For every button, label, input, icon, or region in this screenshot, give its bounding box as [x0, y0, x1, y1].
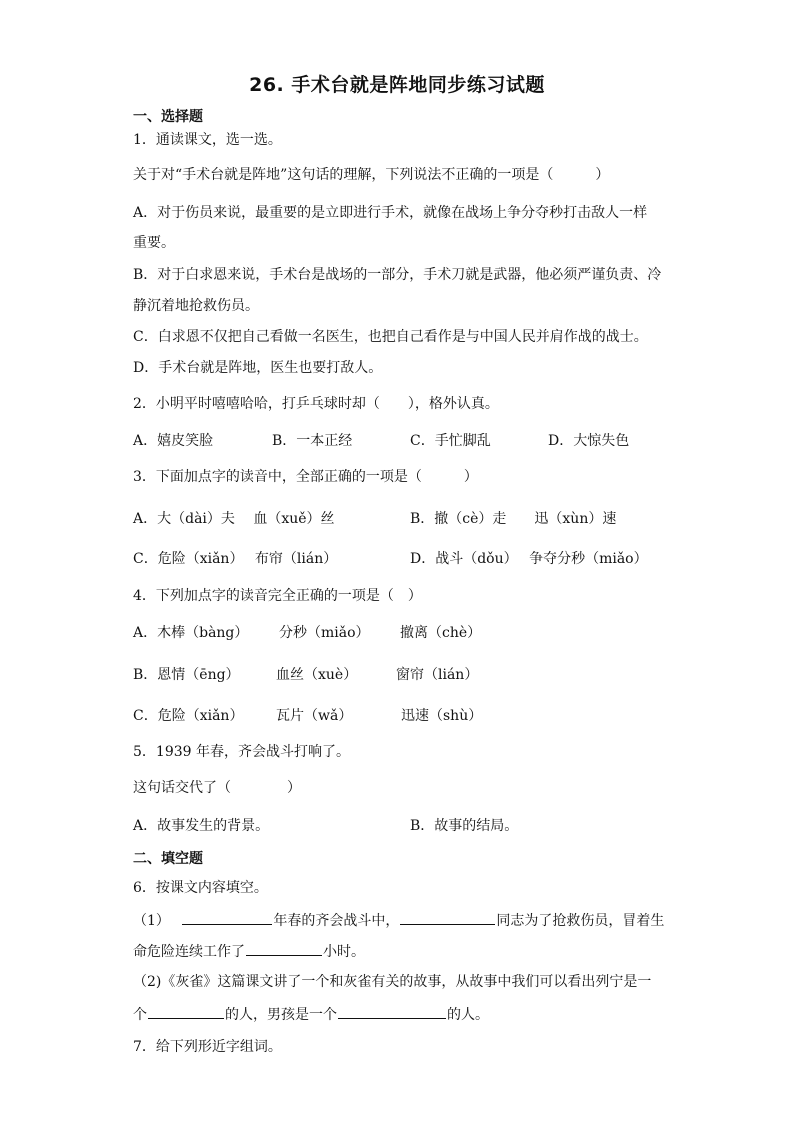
question-6-part-1-text2: 同志为了抢救伤员，冒着生	[496, 913, 665, 929]
question-1-option-d: D．手术台就是阵地，医生也要打敌人。	[133, 360, 383, 376]
question-6-part-2-line2	[133, 1004, 489, 1024]
question-4-option-a-word3: 撤离（chè）	[400, 625, 482, 641]
answer-blank-lenin[interactable]	[148, 1004, 224, 1019]
question-4-option-b-word1: B．恩情（ēng）	[133, 667, 240, 683]
question-4-option-c-word2: 瓦片（wǎ）	[276, 708, 353, 724]
question-3-option-a: A．大（dài）夫 血（xuě）丝	[133, 511, 335, 527]
question-3-option-d: D．战斗（dǒu） 争夺分秒（miǎo）	[410, 551, 648, 567]
question-4-option-b-word3: 窗帘（lián）	[396, 667, 479, 683]
question-1-option-b-line2: 静沉着地抢救伤员。	[133, 298, 259, 314]
question-2-option-d: D．大惊失色	[548, 433, 630, 449]
question-1-option-a-line1: A．对于伤员来说，最重要的是立即进行手术，就像在战场上争分夺秒打击敌人一样	[133, 205, 648, 221]
question-3-stem: 3．下面加点字的读音中，全部正确的一项是（ ）	[133, 469, 478, 485]
answer-blank-person[interactable]	[400, 910, 495, 925]
question-6-part-1-text1: 年春的齐会战斗中，	[273, 913, 400, 929]
question-3-option-b: B．撤（cè）走 迅（xùn）速	[410, 511, 617, 527]
question-5-stem: 5．1939 年春，齐会战斗打响了。	[133, 744, 350, 760]
question-1-stem: 1．通读课文，选一选。	[133, 132, 282, 148]
question-2-stem: 2．小明平时嘻嘻哈哈，打乒乓球时却（ ），格外认真。	[133, 396, 499, 412]
question-5-prompt: 这句话交代了（ ）	[133, 780, 301, 796]
question-1-intro: 关于对“手术台就是阵地”这句话的理解，下列说法不正确的一项是（ ）	[133, 167, 610, 183]
question-4-option-a-word2: 分秒（miǎo）	[279, 625, 370, 641]
question-6-part-2-line1: （2)《灰雀》这篇课文讲了一个和灰雀有关的故事，从故事中我们可以看出列宁是一	[133, 974, 652, 990]
question-4-stem: 4．下列加点字的读音完全正确的一项是（ ）	[133, 588, 422, 604]
answer-blank-year[interactable]	[182, 910, 272, 925]
question-6-part-1-text4: 小时。	[323, 944, 365, 960]
question-6-part-1-line2	[133, 941, 365, 961]
question-5-option-a: A．故事发生的背景。	[133, 818, 270, 834]
question-4-option-c-word1: C．危险（xiǎn）	[133, 708, 244, 724]
question-2-option-a: A．嬉皮笑脸	[133, 433, 214, 449]
question-6-part-2-text1: 个	[133, 1007, 147, 1023]
answer-blank-boy[interactable]	[338, 1004, 446, 1019]
question-1-option-a-line2: 重要。	[133, 235, 175, 251]
question-7-stem: 7．给下列形近字组词。	[133, 1039, 282, 1055]
question-6-part-1-line1	[133, 910, 664, 930]
question-5-option-b: B．故事的结局。	[410, 818, 519, 834]
question-6-part-2-text2: 的人，男孩是一个	[225, 1007, 337, 1023]
question-6-part-2-text3: 的人。	[447, 1007, 489, 1023]
question-3-option-c: C．危险（xiǎn） 布帘（lián）	[133, 551, 338, 567]
section-heading-choice: 一、选择题	[133, 109, 203, 125]
question-6-part-1-text3: 命危险连续工作了	[133, 944, 245, 960]
question-2-option-b: B．一本正经	[272, 433, 353, 449]
question-6-stem: 6．按课文内容填空。	[133, 880, 268, 896]
question-1-option-b-line1: B．对于白求恩来说，手术台是战场的一部分，手术刀就是武器，他必须严谨负责、冷	[133, 267, 662, 283]
question-4-option-a-word1: A．木棒（bàng）	[133, 625, 249, 641]
question-4-option-c-word3: 迅速（shù）	[401, 708, 483, 724]
question-2-option-c: C．手忙脚乱	[410, 433, 491, 449]
question-1-option-c: C．白求恩不仅把自己看做一名医生，也把自己看作是与中国人民并肩作战的战士。	[133, 329, 648, 345]
section-heading-fill: 二、填空题	[133, 851, 203, 867]
answer-blank-hours[interactable]	[246, 941, 322, 956]
page-title: 26. 手术台就是阵地同步练习试题	[249, 74, 545, 96]
question-6-part-1-number: （1）	[133, 913, 170, 929]
question-4-option-b-word2: 血丝（xuè）	[276, 667, 358, 683]
